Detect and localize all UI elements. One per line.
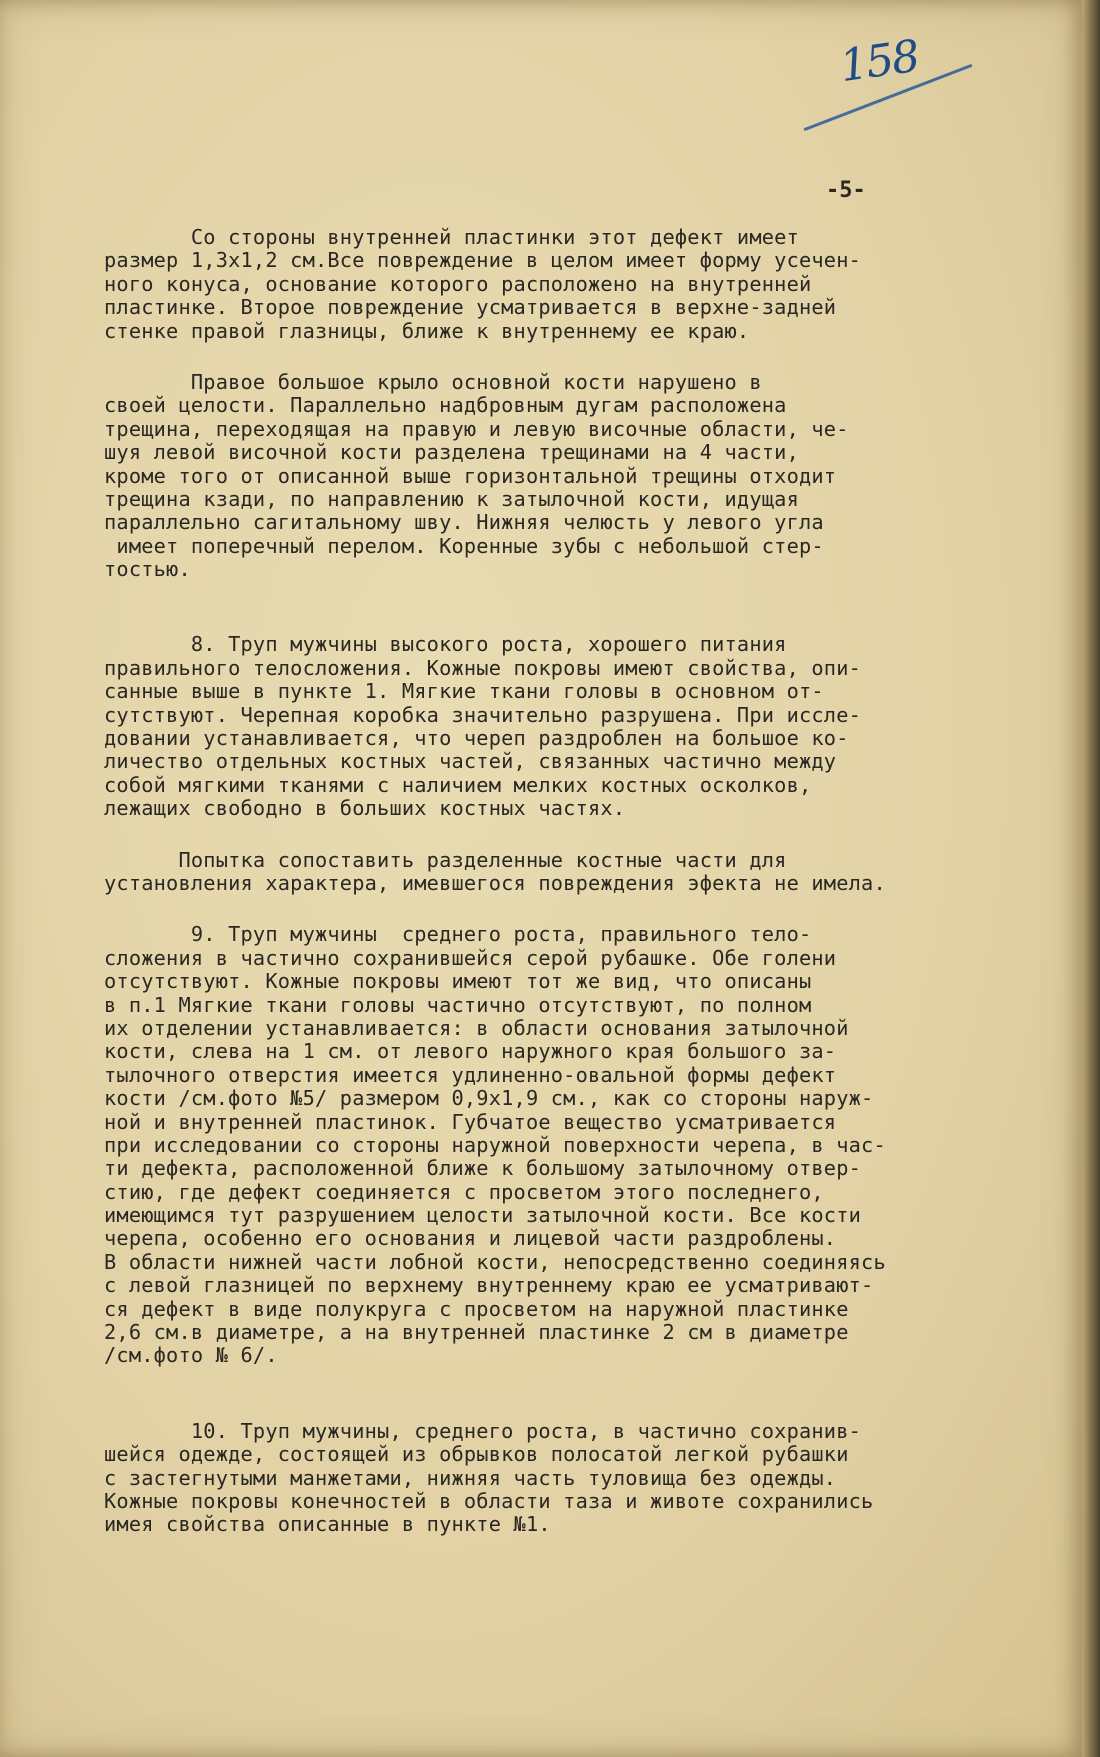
text-line: размер 1,3х1,2 см.Все повреждение в целом имеет форму усечен- bbox=[104, 249, 862, 273]
paragraph-p2 bbox=[104, 371, 1064, 582]
text-line: имея свойства описанные в пункте №1. bbox=[104, 1513, 551, 1537]
paragraph-p4 bbox=[104, 849, 1064, 896]
text-line: правильного телосложения. Кожные покровы имеют свойства, опи- bbox=[104, 656, 862, 680]
text-line: кроме того от описанной выше горизонтальной трещины отходит bbox=[104, 464, 837, 488]
text-line: тылочного отверстия имеется удлиненно-овальной формы дефект bbox=[104, 1063, 837, 1087]
text-line: ся дефект в виде полукруга с просветом на наружной пластинке bbox=[104, 1297, 849, 1321]
document-body bbox=[104, 226, 1064, 1537]
text-line: Кожные покровы конечностей в области таза и животе сохранились bbox=[104, 1489, 874, 1513]
paragraph-p1 bbox=[104, 226, 1064, 343]
text-line: в п.1 Мягкие ткани головы частично отсутствуют, по полном bbox=[104, 993, 812, 1017]
text-line: 9. Труп мужчины среднего роста, правильного тело- bbox=[104, 923, 812, 947]
text-line: тостью. bbox=[104, 558, 191, 582]
text-line: установления характера, имевшегося повреждения эфекта не имела. bbox=[104, 871, 886, 895]
text-line: Со стороны внутренней пластинки этот дефект имеет bbox=[104, 226, 799, 249]
text-line: их отделении устанавливается: в области основания затылочной bbox=[104, 1016, 849, 1040]
text-line: шейся одежде, состоящей из обрывков полосатой легкой рубашки bbox=[104, 1443, 849, 1467]
text-line: /см.фото № 6/. bbox=[104, 1344, 278, 1368]
paragraph-p3 bbox=[104, 633, 1064, 820]
text-line: ного конуса, основание которого расположено на внутренней bbox=[104, 272, 812, 296]
page-edge bbox=[1082, 0, 1100, 1757]
page-number: -5- bbox=[826, 178, 866, 203]
text-line: Попытка сопоставить разделенные костные части для bbox=[104, 848, 787, 872]
text-line: с левой глазницей по верхнему внутреннему краю ее усматривают- bbox=[104, 1274, 874, 1298]
text-line: довании устанавливается, что череп раздроблен на большое ко- bbox=[104, 727, 849, 751]
text-line: ти дефекта, расположенной ближе к большому затылочному отвер- bbox=[104, 1157, 862, 1181]
text-line: санные выше в пункте 1. Мягкие ткани головы в основном от- bbox=[104, 680, 824, 704]
text-line: пластинке. Второе повреждение усматривается в верхне-задней bbox=[104, 296, 837, 320]
text-line: лежащих свободно в больших костных частях. bbox=[104, 797, 626, 821]
text-line: стию, где дефект соединяется с просветом этого последнего, bbox=[104, 1180, 824, 1204]
text-line: сложения в частично сохранившейся серой рубашке. Обе голени bbox=[104, 946, 837, 970]
text-line: личество отдельных костных частей, связанных частично между bbox=[104, 750, 837, 774]
text-line: при исследовании со стороны наружной поверхности черепа, в час- bbox=[104, 1133, 886, 1157]
text-line: 2,6 см.в диаметре, а на внутренней пластинке 2 см в диаметре bbox=[104, 1321, 849, 1345]
paragraph-p6 bbox=[104, 1420, 1064, 1537]
text-line: шуя левой височной кости разделена трещинами на 4 части, bbox=[104, 441, 799, 465]
text-line: отсутствуют. Кожные покровы имеют тот же вид, что описаны bbox=[104, 970, 812, 994]
text-line: сутствуют. Черепная коробка значительно разрушена. При иссле- bbox=[104, 703, 862, 727]
text-line: ной и внутренней пластинок. Губчатое вещество усматривается bbox=[104, 1110, 837, 1134]
text-line: В области нижней части лобной кости, непосредственно соединяясь bbox=[104, 1250, 886, 1274]
text-line: трещина кзади, по направлению к затылочной кости, идущая bbox=[104, 487, 799, 511]
text-line: имеющимся тут разрушением целости затылочной кости. Все кости bbox=[104, 1204, 862, 1228]
text-line: имеет поперечный перелом. Коренные зубы с небольшой стер- bbox=[104, 534, 824, 558]
text-line: 8. Труп мужчины высокого роста, хорошего питания bbox=[104, 633, 787, 657]
text-line: трещина, переходящая на правую и левую височные области, че- bbox=[104, 417, 849, 441]
text-line: черепа, особенно его основания и лицевой части раздроблены. bbox=[104, 1227, 837, 1251]
text-line: своей целости. Параллельно надбровным дугам расположена bbox=[104, 394, 787, 418]
text-line: параллельно сагитальному шву. Нижняя челюсть у левого угла bbox=[104, 511, 824, 535]
paragraph-p5 bbox=[104, 923, 1064, 1367]
text-line: с застегнутыми манжетами, нижняя часть туловища без одежды. bbox=[104, 1466, 837, 1490]
text-line: стенке правой глазницы, ближе к внутреннему ее краю. bbox=[104, 319, 750, 343]
text-line: кости, слева на 1 см. от левого наружного края большого за- bbox=[104, 1040, 837, 1064]
text-line: Правое большое крыло основной кости нарушено в bbox=[104, 370, 762, 394]
text-line: кости /см.фото №5/ размером 0,9х1,9 см., как со стороны наруж- bbox=[104, 1087, 874, 1111]
text-line: собой мягкими тканями с наличием мелких костных осколков, bbox=[104, 773, 812, 797]
text-line: 10. Труп мужчины, среднего роста, в частично сохранив- bbox=[104, 1419, 862, 1443]
folio-number: 158 bbox=[836, 30, 922, 93]
